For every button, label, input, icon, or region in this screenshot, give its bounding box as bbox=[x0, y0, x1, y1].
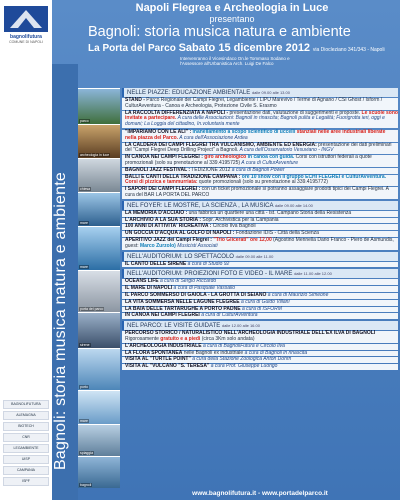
program-item: LA CALDERA DEI CAMPI FLEGREI TRA VULCANISMO, AMBIENTE ED ENERGIA: presentazione dei dati preliminari del "Campi Flegrei Deep Drilling Project" a Bagnoli. A cura dell'Osservatorio Vesuviano - INGV bbox=[122, 143, 398, 155]
sponsor-logo: LEGAMBIENTE bbox=[3, 444, 49, 453]
section-heading: NEL PARCO: LE VISITE GUIDATE dalle 12.00 alle 16.00 bbox=[122, 321, 398, 330]
sponsor-logos bbox=[3, 400, 49, 488]
program-item: VISITA AL "TURTLE POINT" a cura della Stazione Zoologica Anton Dohrn bbox=[122, 357, 398, 363]
program-item: "IMPARIAMO CON LE ALI" : inanellamento a scopo scientifico di uccelli stanziali nelle aree industriali liberate nella piazza del Parco. A cura dell'Associazione Ardea bbox=[122, 130, 398, 142]
program-item: UN GOCCIA D'ACQUA AL GOLFO DI NAPOLI : Fondazione IDIS - Città della Scienza bbox=[122, 231, 398, 237]
photo-auditorium: sirene bbox=[78, 312, 120, 348]
logo-strip bbox=[0, 0, 52, 500]
program-item: IL CANTO DELLE SIRENE a cura di Studio 92 bbox=[122, 262, 398, 268]
logo-sub: COMUNE DI NAPOLI bbox=[9, 40, 43, 44]
section-heading: NELL'AUDITORIUM: LO SPETTACOLO dalle 09.00 alle 11.00 bbox=[122, 252, 398, 261]
sponsor-logo: BAGNOLIFUTURA bbox=[3, 400, 49, 409]
photo-sea-3: mare bbox=[78, 390, 120, 424]
program-item: I SAPORI DEI CAMPI FLEGREI : con un ticket promozionale si potranno assaggiare prodotti tipici dei Campi Flegrei. A cura del BAR LA PORTA DEL PARCO bbox=[122, 187, 398, 199]
event-date: Sabato 15 dicembre 2012 bbox=[178, 42, 311, 54]
poster-header bbox=[52, 0, 400, 64]
sponsor-logo: BIOTECH bbox=[3, 422, 49, 431]
photo-archeology: archeologia in luce bbox=[78, 124, 120, 158]
bagnolifutura-logo[interactable] bbox=[4, 6, 48, 62]
footer-websites[interactable]: www.bagnolifutura.it - www.portadelparco.it bbox=[192, 490, 328, 497]
program-item: IL MARE DI NAPOLI a cura di Pasquale Vassallo bbox=[122, 286, 398, 292]
main-title: Bagnoli: storia musica natura e ambiente bbox=[88, 24, 351, 40]
sponsor-logo: CAMPANIA bbox=[3, 466, 49, 475]
sponsor-logo: ALEMAGNA bbox=[3, 411, 49, 420]
vertical-title: Bagnoli: storia musica natura e ambiente bbox=[52, 172, 69, 470]
program-item: STAND - Parco Regionale dei Campi Flegrei, Legambiente / LIPU Marevivo / Terme di Agnano / CSI Ghost / Isform / CulturAvventura - Canoa e Archeologia, Protezione Civile S. Erasmo bbox=[122, 98, 398, 110]
event-title: Napoli Flegrea e Archeologia in Luce bbox=[135, 2, 329, 14]
section-heading: NEL FOYER: LE MOSTRE, LA SCIENZA , LA MUSICA dalle 09.00 alle 14.00 bbox=[122, 201, 398, 210]
program-item: VISITA AL "VULCANO "S. TERESA" a cura Prof. Giuseppe Luongo bbox=[122, 364, 398, 370]
program-item: PERCORSO STORICO / NATURALISTICO NELL'ARCHEOLOGIA INDUSTRIALE DELL'EX ILVA DI BAGNOLI Rigorosamente gratuito e a piedi (circa 3Km solo andata) bbox=[122, 331, 398, 343]
program-item: OCEANS LIFE a cura di Sergio Riccardo bbox=[122, 279, 398, 285]
speakers bbox=[180, 56, 290, 66]
speakers-line-1: Intervenranno il Vicesindaco On.le Tommaso Sodano e bbox=[180, 56, 290, 61]
photo-beach: spiaggia bbox=[78, 424, 120, 456]
photo-church: chiesa bbox=[78, 158, 120, 192]
program-item: L'ARCHIVIO A LA SUA STORIA : Sopr. Archivistica per la Campania bbox=[122, 218, 398, 224]
program-item: LA BAIA DELLE TARTARUGHE A PORTO PADNE a cura di ISFORM bbox=[122, 307, 398, 313]
program-item: L'ARCHEOLOGIA INDUSTRIALE a cura di BagnoliFutura e Circolo Ilva bbox=[122, 344, 398, 350]
speakers-line-2: l'Assessore all'Urbanistica Arch. Luigi De Falco bbox=[180, 61, 274, 66]
venue-address: via Diocleziano 341/343 - Napoli bbox=[312, 47, 385, 53]
program-item: IN CANOA NEI CAMPI FLEGREI a cura di CulturAvventura bbox=[122, 313, 398, 319]
photo-sea-2: mare bbox=[78, 226, 120, 270]
section-heading: NELL'AUDITORIUM: PROIEZIONI FOTO E VIDEO - IL MARE dalle 11.00 alle 12.00 bbox=[122, 269, 398, 278]
photo-foyer: porta del parco bbox=[78, 270, 120, 312]
venue-name: La Porta del Parco bbox=[88, 43, 176, 54]
logo-mark-icon bbox=[4, 6, 48, 32]
photo-park: parco bbox=[78, 88, 120, 124]
photo-sea: mare bbox=[78, 192, 120, 226]
program-item: LA FLORA SPONTANEA nelle Bagnoli ex industriale a cura di Bagnoli in rinascita bbox=[122, 351, 398, 357]
program-content bbox=[122, 88, 398, 486]
program-item: BALLI E CANTI DELLA TRADIZIONE CAMPANA : ore 10 show con il gruppo ECHI FLEGREI e CulturAvventura. Corsi di pizzica e tammurriata: quote promozionali (solo su prenotazione al 339.4195772) bbox=[122, 175, 398, 187]
sponsor-logo: UISP bbox=[3, 455, 49, 464]
presenta-label: presentano bbox=[209, 14, 255, 24]
program-item: IL PARCO SOMMERSO DI GAIOLA - LA GROTTA DI SEIANO a cura di Maurizio Simeone bbox=[122, 293, 398, 299]
program-item: BAGNOLI JAZZ FESTIVAL : I EDIZIONE 2012 a cura di Bagnoli Power bbox=[122, 168, 398, 174]
program-item: IN CANOA NEI CAMPI FLEGREI : giro archeologico in canoa con guida. Corsi con istruttori federali a quote promozionali (solo su prenotazione al 339.4195725) A cura di CulturAvventure bbox=[122, 155, 398, 167]
program-item: 100 ANNI DI ATTIVITA' RICREATIVA : Circolo Ilva Bagnoli bbox=[122, 224, 398, 230]
program-item: APERITIVO JAZZ dei Campi Flegrei : "Trio Glicerati" ore 12,00 (Agostino Mennella Dario Franco - Piero de Asmundis, guest: Marco Zurzolo) Musicisti Associati bbox=[122, 238, 398, 250]
program-item: LA VITA SOMMERSA NELLE LAGUNE FLEGREE a cura di Guido Villani bbox=[122, 300, 398, 306]
section-heading: NELLE PIAZZE: EDUCAZIONE AMBIENTALE dalle 09.00 alle 13.00 bbox=[122, 88, 398, 97]
program-item: LA MEMORIA D'ACCIAIO : una fabbrica un quartiere una città - Ist. Campano Storia della Resistenza bbox=[122, 211, 398, 217]
logo-text: bagnolifutura bbox=[10, 34, 42, 40]
program-item: LA RACCOLTA DIFFERENZIATA A NAPOLI - presentazione dati, valutazione di suggerimenti e proposte. Le scuole sono invitate a partecipare. A cura delle Associazioni: Bagnoli in rinascita; Bagnoli pulita e Legalità; Fuorigrotta ieri, oggi e domani; La Loggia del cittadino, In.voluntaria mente bbox=[122, 111, 398, 128]
sponsor-logo: CNR bbox=[3, 433, 49, 442]
date-line bbox=[88, 42, 385, 54]
photo-port: porto bbox=[78, 348, 120, 390]
photo-bagnoli: bagnoli bbox=[78, 456, 120, 488]
sponsor-logo: ISPF bbox=[3, 477, 49, 486]
